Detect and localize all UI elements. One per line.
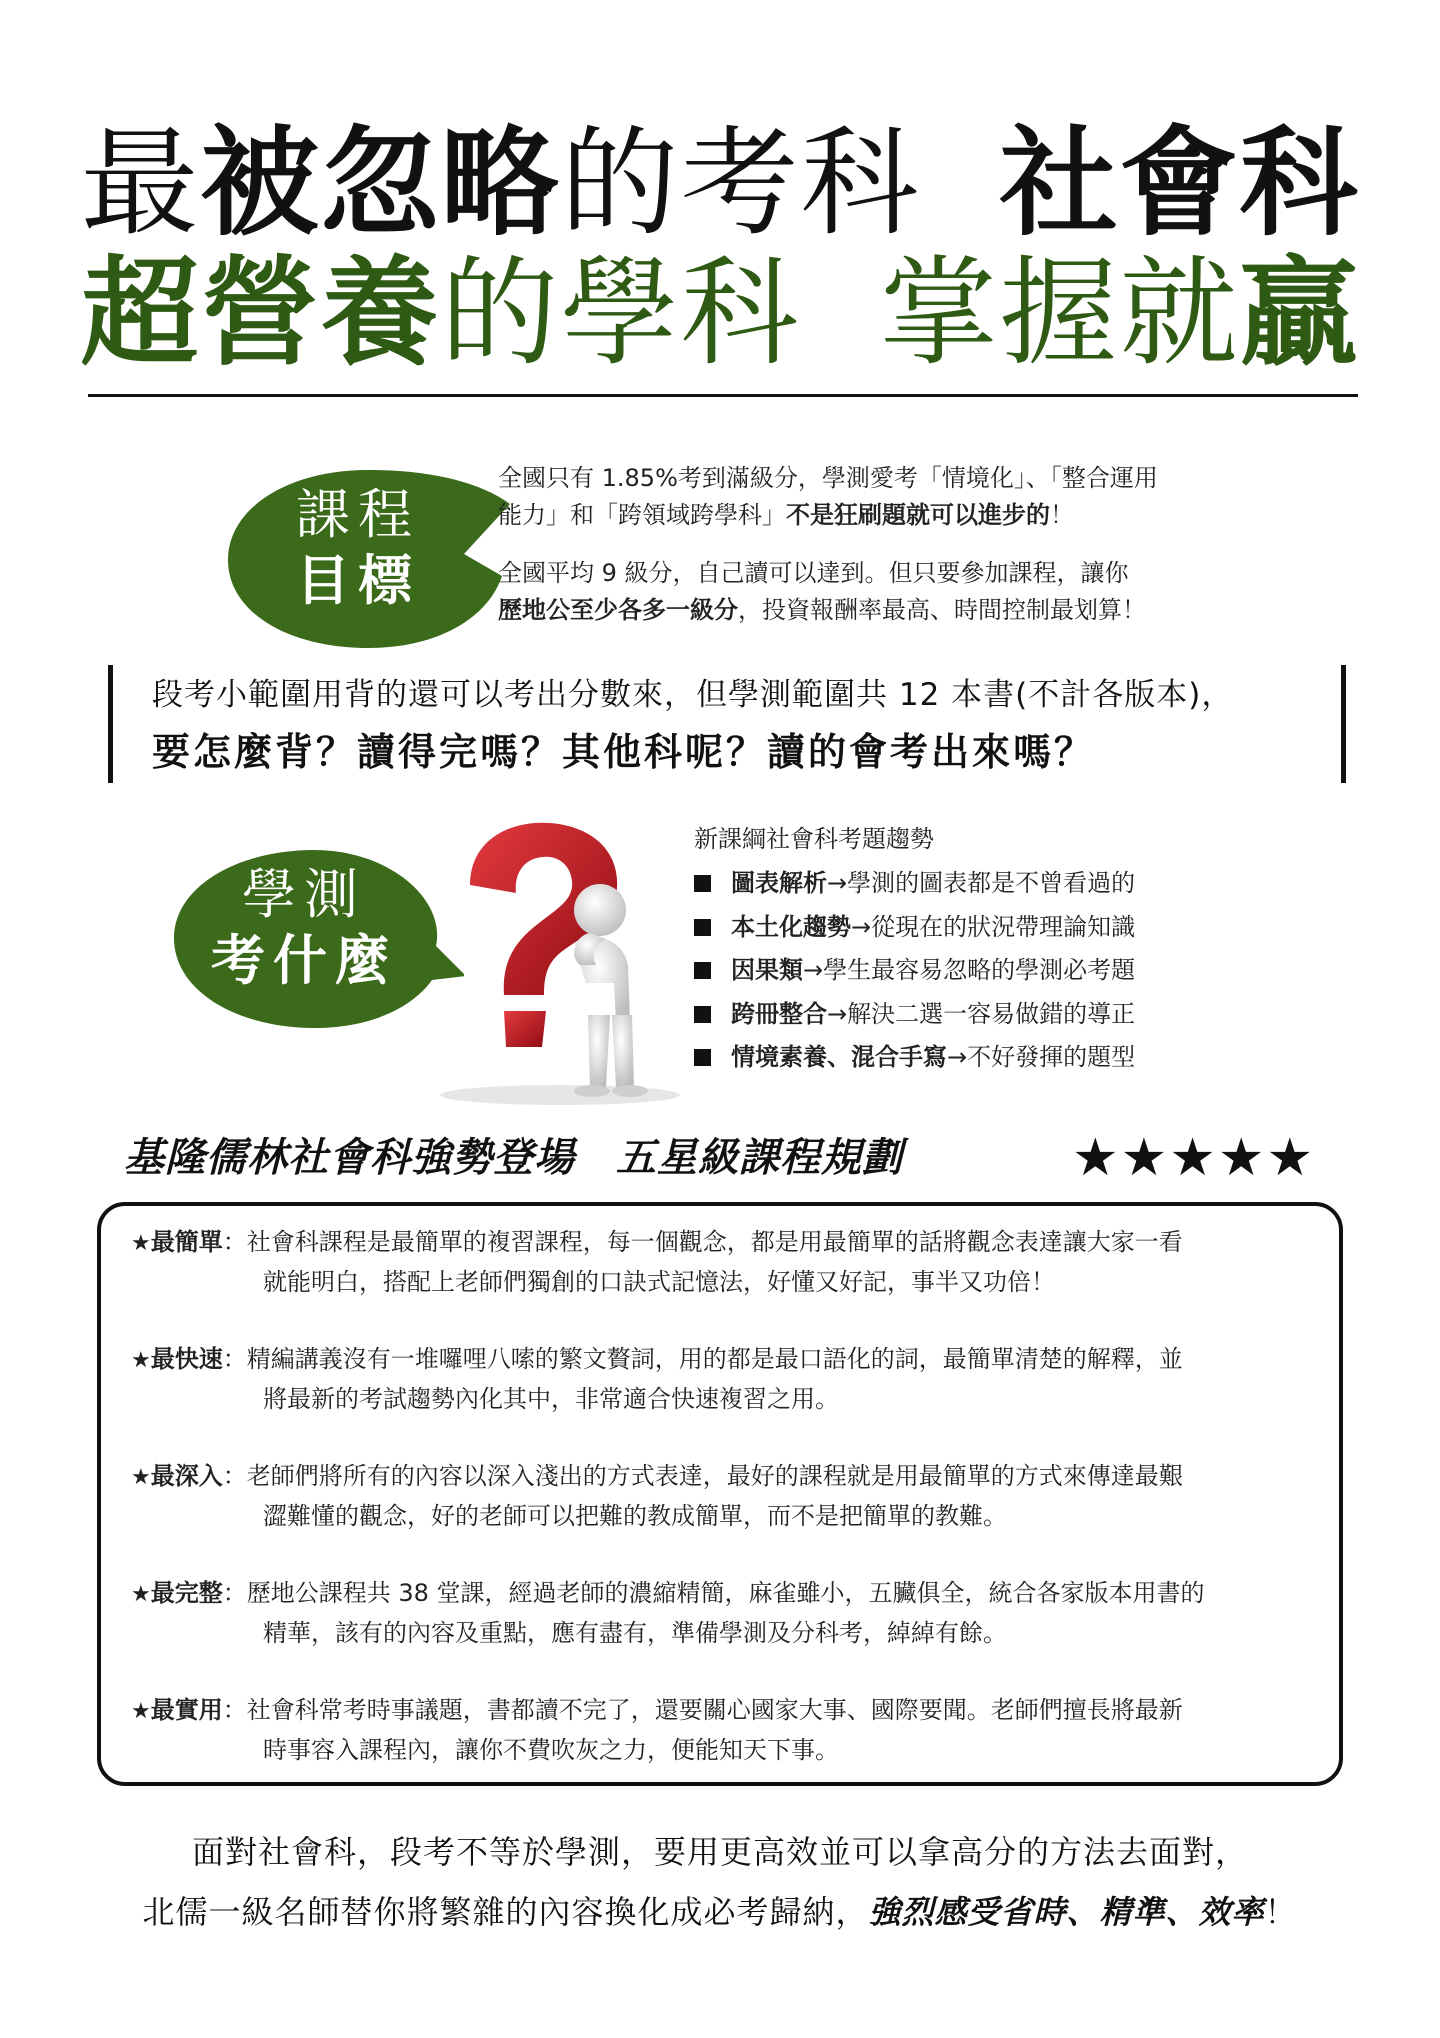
headline-2-a: 超營養 bbox=[80, 244, 441, 382]
headline-line-2 bbox=[0, 244, 1440, 382]
trend-item bbox=[694, 949, 1135, 993]
feature-separator: ： bbox=[222, 1228, 247, 1256]
feature-separator: ： bbox=[222, 1579, 247, 1607]
headline-1-c: 的考科 bbox=[560, 114, 921, 252]
headline-2-c: 掌握就 bbox=[879, 244, 1240, 382]
question-mark-person-icon bbox=[410, 815, 700, 1115]
feature-label: 最深入 bbox=[150, 1462, 223, 1490]
feature-item-simplest bbox=[131, 1223, 1311, 1301]
headline-1-d: 社會科 bbox=[999, 114, 1360, 252]
square-bullet-icon bbox=[694, 875, 711, 892]
square-bullet-icon bbox=[694, 919, 711, 936]
trend-label: 因果類 bbox=[731, 956, 803, 984]
trend-text: →不好發揮的題型 bbox=[947, 1043, 1136, 1071]
star-icon: ★ bbox=[131, 1348, 151, 1373]
header-divider bbox=[88, 394, 1358, 397]
feature-item-fastest bbox=[131, 1340, 1311, 1418]
trend-text: →解決二選一容易做錯的導正 bbox=[827, 999, 1136, 1028]
feature-text-line-1: 歷地公課程共 38 堂課，經過老師的濃縮精簡，麻雀雖小，五臟俱全，統合各家版本用書的 bbox=[246, 1579, 1205, 1607]
feature-label: 最快速 bbox=[150, 1345, 223, 1373]
trend-label: 圖表解析 bbox=[731, 869, 827, 897]
goal-p1-line-1: 全國只有 1.85%考到滿級分，學測愛考「情境化」、「整合運用 bbox=[498, 464, 1158, 492]
goal-bubble-line-1: 課程 bbox=[296, 483, 420, 546]
feature-text-line-1: 社會科課程是最簡單的複習課程，每一個觀念，都是用最簡單的話將觀念表達讓大家一看 bbox=[246, 1228, 1183, 1256]
feature-separator: ： bbox=[222, 1462, 247, 1490]
goal-p1-line-2a: 能力」和「跨領域跨學科」 bbox=[498, 501, 786, 529]
five-star-rating-icon: ★★★★★ bbox=[1072, 1128, 1316, 1188]
feature-text-line-2: 澀難懂的觀念，好的老師可以把難的教成簡單，而不是把簡單的教難。 bbox=[263, 1502, 1007, 1530]
headline-1-b: 被忽略 bbox=[200, 114, 561, 252]
course-banner-title: 基隆儒林社會科強勢登場 五星級課程規劃 bbox=[124, 1135, 903, 1181]
feature-label: 最簡單 bbox=[150, 1228, 223, 1256]
headline-2-d: 贏 bbox=[1239, 244, 1360, 382]
trend-text: →學測的圖表都是不曾看過的 bbox=[827, 869, 1136, 897]
square-bullet-icon bbox=[694, 1049, 711, 1066]
feature-text-line-1: 老師們將所有的內容以深入淺出的方式表達，最好的課程就是用最簡單的方式來傳達最艱 bbox=[246, 1462, 1183, 1490]
feature-text-line-2: 精華，該有的內容及重點，應有盡有，準備學測及分科考，綽綽有餘。 bbox=[263, 1619, 1007, 1647]
trend-text: →從現在的狀況帶理論知識 bbox=[851, 912, 1136, 941]
feature-label: 最完整 bbox=[150, 1579, 223, 1607]
exam-bubble-line-1: 學測 bbox=[242, 863, 366, 926]
feature-text-line-1: 社會科常考時事議題，書都讀不完了，還要關心國家大事、國際要聞。老師們擅長將最新 bbox=[246, 1696, 1183, 1724]
trends-title: 新課綱社會科考題趨勢 bbox=[694, 825, 934, 853]
star-icon: ★ bbox=[131, 1582, 151, 1607]
goal-p1-line-2c: ！ bbox=[1050, 501, 1074, 529]
bar-line-1: 段考小範圍用背的還可以考出分數來，但學測範圍共 12 本書(不計各版本)， bbox=[152, 677, 1234, 713]
feature-label: 最實用 bbox=[150, 1696, 223, 1724]
goal-p2-line-2b: ，投資報酬率最高、時間控制最划算！ bbox=[738, 596, 1146, 624]
trend-label: 本土化趨勢 bbox=[731, 912, 851, 941]
headline-1-a: 最 bbox=[80, 114, 201, 252]
trend-item bbox=[694, 862, 1135, 906]
headline-2-b: 的學科 bbox=[440, 244, 801, 382]
goal-paragraph-1 bbox=[498, 460, 1258, 534]
feature-text-line-1: 精編講義沒有一堆囉哩八嗦的繁文贅詞，用的都是最口語化的詞，最簡單清楚的解釋，並 bbox=[246, 1345, 1183, 1373]
feature-item-deepest bbox=[131, 1457, 1311, 1535]
footer-line-2c: ！ bbox=[1264, 1893, 1298, 1931]
star-icon: ★ bbox=[131, 1231, 151, 1256]
bar-line-2: 要怎麼背？讀得完嗎？其他科呢？讀的會考出來嗎？ bbox=[152, 730, 1096, 774]
goal-p2-line-1: 全國平均 9 級分，自己讀可以達到。但只要參加課程，讓你 bbox=[498, 559, 1129, 587]
trend-label: 情境素養、混合手寫 bbox=[731, 1043, 947, 1071]
footer-line-1: 面對社會科，段考不等於學測，要用更高效並可以拿高分的方法去面對， bbox=[191, 1833, 1248, 1871]
star-icon: ★ bbox=[131, 1465, 151, 1490]
footer-line-2a: 北儒一級名師替你將繁雜的內容換化成必考歸納， bbox=[142, 1893, 869, 1931]
headline-line-1 bbox=[0, 114, 1440, 252]
feature-separator: ： bbox=[222, 1345, 247, 1373]
trend-item bbox=[694, 993, 1135, 1037]
trend-label: 跨冊整合 bbox=[731, 999, 827, 1028]
footer-emphasis: 強烈感受省時、精準、效率 bbox=[868, 1893, 1265, 1931]
feature-text-line-2: 就能明白，搭配上老師們獨創的口訣式記憶法，好懂又好記，事半又功倍！ bbox=[263, 1268, 1055, 1296]
trends-list bbox=[694, 862, 1135, 1080]
question-mark-figure bbox=[410, 815, 700, 1115]
square-bullet-icon bbox=[694, 1006, 711, 1023]
goal-p2-line-2a: 歷地公至少各多一級分 bbox=[498, 596, 738, 624]
feature-text-line-2: 時事容入課程內，讓你不費吹灰之力，便能知天下事。 bbox=[263, 1736, 839, 1764]
trend-item bbox=[694, 1036, 1135, 1080]
star-icon: ★ bbox=[131, 1699, 151, 1724]
goal-p1-line-2b: 不是狂刷題就可以進步的 bbox=[786, 501, 1050, 529]
goal-paragraph-2 bbox=[498, 555, 1258, 629]
square-bullet-icon bbox=[694, 962, 711, 979]
feature-separator: ： bbox=[222, 1696, 247, 1724]
exam-bubble-line-2: 考什麼 bbox=[211, 929, 397, 992]
feature-text-line-2: 將最新的考試趨勢內化其中，非常適合快速複習之用。 bbox=[263, 1385, 839, 1413]
trend-text: →學生最容易忽略的學測必考題 bbox=[803, 956, 1136, 984]
footer-line-2 bbox=[0, 1890, 1440, 1934]
trend-item bbox=[694, 906, 1135, 950]
goal-speech-bubble bbox=[218, 462, 518, 652]
goal-bubble-line-2: 目標 bbox=[296, 549, 420, 612]
feature-item-most-complete bbox=[131, 1574, 1311, 1652]
feature-item-most-practical bbox=[131, 1691, 1311, 1769]
